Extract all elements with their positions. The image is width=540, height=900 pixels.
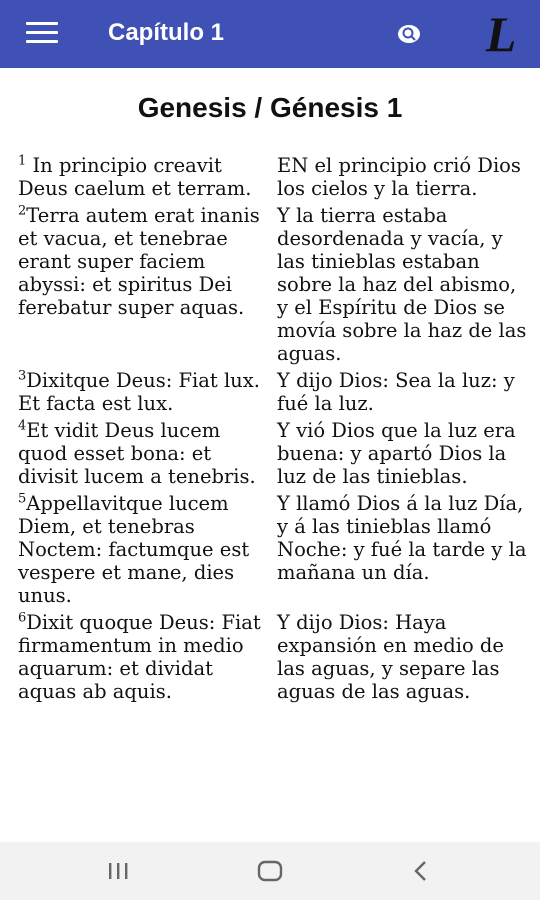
verse-number: 5 — [18, 491, 27, 507]
chapter-heading: Genesis / Génesis 1 — [137, 92, 403, 123]
home-icon[interactable] — [255, 860, 285, 882]
verse-latin — [18, 154, 269, 200]
verse-table — [18, 154, 528, 707]
verse-row — [18, 419, 528, 488]
verse-spanish: Y vió Dios que la luz era buena: y apartó Dios la luz de las tinieblas. — [277, 419, 516, 488]
search-icon[interactable] — [396, 22, 422, 46]
verse-row — [18, 611, 528, 703]
verse-spanish: Y dijo Dios: Sea la luz: y fué la luz. — [277, 369, 515, 415]
app-logo[interactable]: L — [485, 6, 517, 62]
system-nav-bar — [0, 842, 540, 900]
verse-number: 4 — [18, 418, 27, 434]
back-icon[interactable] — [406, 860, 436, 882]
verse-number: 2 — [18, 203, 27, 219]
verse-spanish: Y dijo Dios: Haya expansión en medio de las aguas, y separe las aguas de las aguas. — [277, 611, 504, 703]
verse-row — [18, 154, 528, 200]
verse-number: 3 — [18, 368, 27, 384]
verse-latin — [18, 492, 269, 607]
verse-number: 1 — [18, 153, 27, 169]
chapter-content[interactable] — [0, 68, 540, 842]
verse-spanish: Y la tierra estaba desordenada y vacía, y las tinieblas estaban sobre la haz del abismo, y el Espíritu de Dios se movía sobre la haz de las aguas. — [277, 204, 527, 365]
verse-row — [18, 369, 528, 415]
verse-latin-text: Appellavitque lucem Diem, et tenebras Noctem: factumque est vespere et mane, dies unus. — [18, 492, 250, 607]
verse-latin — [18, 419, 269, 488]
page-title-bar: Capítulo 1 — [108, 19, 225, 46]
verse-latin-text: Dixit quoque Deus: Fiat firmamentum in medio aquarum: et dividat aquas ab aquis. — [18, 611, 261, 703]
verse-spanish: Y llamó Dios á la luz Día, y á las tinieblas llamó Noche: y fué la tarde y la mañana un día. — [277, 492, 527, 584]
verse-latin — [18, 611, 269, 703]
verse-number: 6 — [18, 610, 27, 626]
recents-icon[interactable] — [104, 860, 134, 882]
verse-spanish: EN el principio crió Dios los cielos y la tierra. — [277, 154, 521, 200]
verse-latin — [18, 369, 269, 415]
verse-latin-text: In principio creavit Deus caelum et terram. — [18, 154, 252, 200]
verse-row — [18, 492, 528, 607]
app-bar — [0, 0, 540, 68]
hamburger-menu-icon[interactable] — [26, 22, 58, 46]
verse-latin-text: Dixitque Deus: Fiat lux. Et facta est lux. — [18, 369, 260, 415]
verse-latin — [18, 204, 269, 365]
verse-row — [18, 204, 528, 365]
verse-latin-text: Terra autem erat inanis et vacua, et tenebrae erant super faciem abyssi: et spiritus Dei ferebatur super aquas. — [18, 204, 260, 319]
verse-latin-text: Et vidit Deus lucem quod esset bona: et divisit lucem a tenebris. — [18, 419, 256, 488]
